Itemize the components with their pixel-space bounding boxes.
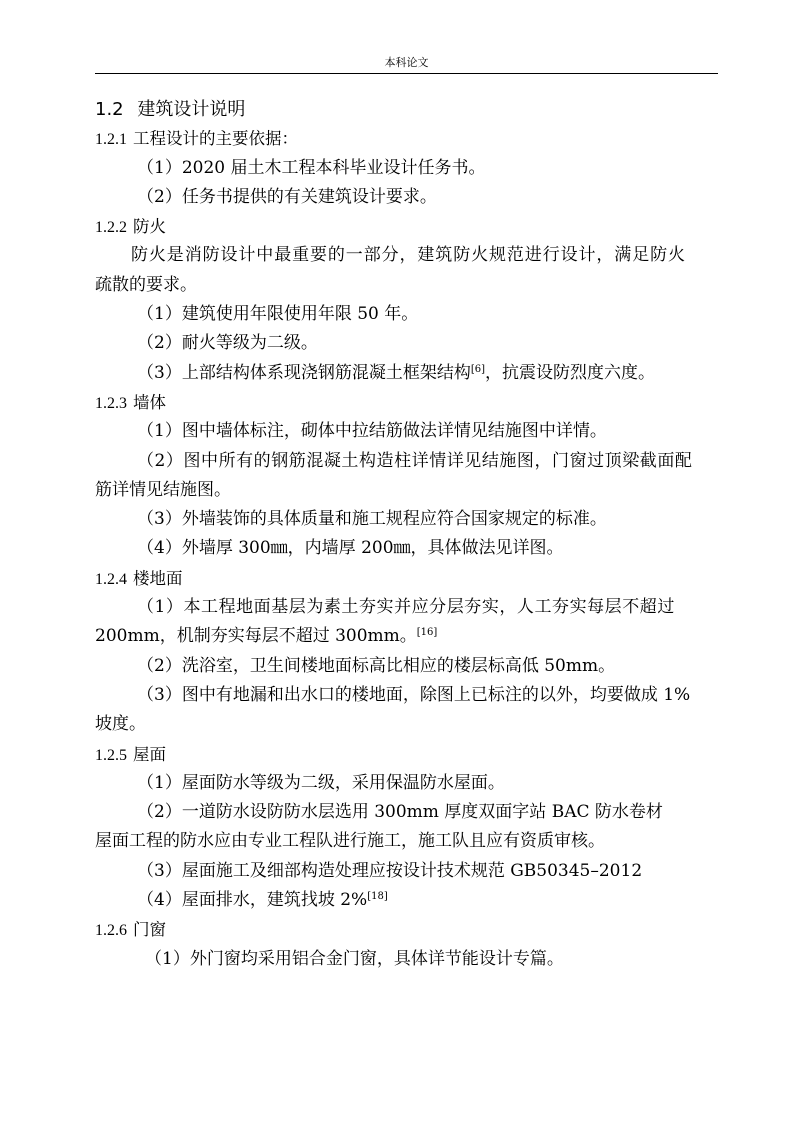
subsection-number: 1.2.5	[95, 746, 127, 764]
section-title: 建筑设计说明	[137, 99, 246, 120]
citation-ref: [6]	[470, 363, 485, 375]
subsection-number: 1.2.4	[95, 570, 127, 588]
section-heading	[95, 95, 718, 124]
list-item	[95, 359, 718, 388]
section-number: 1.2	[95, 99, 124, 120]
subsection-number: 1.2.6	[95, 922, 127, 940]
subsection-title: 门窗	[133, 920, 166, 940]
list-item: （1）屋面防水等级为二级，采用保温防水屋面。	[137, 772, 505, 793]
list-item: （2）耐火等级为二级。	[137, 333, 318, 354]
subsection-title: 防火	[133, 217, 166, 237]
document-body	[95, 95, 718, 974]
subsection-heading-1-2-4	[95, 564, 718, 593]
paragraph-line: 防火是消防设计中最重要的一部分，建筑防火规范进行设计，满足防火	[131, 245, 686, 266]
subsection-title: 楼地面	[133, 568, 183, 588]
list-item-text: （3）上部结构体系现浇钢筋混凝土框架结构	[137, 362, 471, 383]
list-item: （2）洗浴室，卫生间楼地面标高比相应的楼层标高低 50mm。	[137, 655, 616, 676]
subsection-heading-1-2-1	[95, 124, 718, 153]
paragraph-line: 筋详情见结施图。	[95, 479, 231, 500]
paragraph-line: 疏散的要求。	[95, 274, 197, 295]
subsection-heading-1-2-6	[95, 915, 718, 944]
header-rule	[95, 73, 718, 74]
list-item: （1）建筑使用年限使用年限 50 年。	[137, 304, 419, 325]
list-item: （2）一道防水设防防水层选用 300mm 厚度双面字站 BAC 防水卷材	[137, 802, 663, 823]
citation-ref: [16]	[416, 627, 438, 639]
subsection-title: 屋面	[133, 744, 166, 764]
list-item: （1）图中墙体标注，砌体中拉结筋做法详情见结施图中详情。	[137, 421, 607, 442]
running-header: 本科论文	[384, 56, 429, 69]
list-item: （3）屋面施工及细部构造处理应按设计技术规范 GB50345–2012	[137, 860, 643, 881]
list-item: （4）外墙厚 300㎜，内墙厚 200㎜，具体做法见详图。	[137, 538, 564, 559]
paragraph-line: 屋面工程的防水应由专业工程队进行施工，施工队且应有资质审核。	[95, 831, 605, 852]
subsection-heading-1-2-2	[95, 212, 718, 241]
list-item-text: ，抗震设防烈度六度。	[485, 362, 655, 383]
subsection-number: 1.2.1	[95, 131, 127, 149]
citation-ref: [18]	[367, 891, 388, 903]
list-item: （1）外门窗均采用铝合金门窗，具体详节能设计专篇。	[145, 948, 564, 969]
paragraph-line	[95, 622, 718, 651]
list-item: （3）图中有地漏和出水口的楼地面，除图上已标注的以外，均要做成 1%	[137, 684, 691, 705]
subsection-number: 1.2.3	[95, 394, 127, 412]
subsection-number: 1.2.2	[95, 219, 127, 237]
list-item: （2）图中所有的钢筋混凝土构造柱详情详见结施图，门窗过顶梁截面配	[137, 450, 693, 471]
paragraph-text: 200mm，机制夯实每层不超过 300mm。	[95, 626, 417, 647]
subsection-heading-1-2-3	[95, 388, 718, 417]
list-item: （2）任务书提供的有关建筑设计要求。	[137, 186, 437, 207]
list-item: （3）外墙装饰的具体质量和施工规程应符合国家规定的标准。	[137, 509, 607, 530]
list-item: （1）本工程地面基层为素土夯实并应分层夯实，人工夯实每层不超过	[137, 597, 675, 618]
list-item: （1）2020 届土木工程本科毕业设计任务书。	[137, 157, 486, 178]
subsection-heading-1-2-5	[95, 740, 718, 769]
subsection-title: 墙体	[133, 392, 166, 412]
list-item	[95, 886, 718, 915]
list-item-text: （4）屋面排水，建筑找坡 2%	[137, 890, 368, 911]
paragraph-line: 坡度。	[95, 714, 146, 735]
subsection-title: 工程设计的主要依据：	[133, 129, 298, 149]
